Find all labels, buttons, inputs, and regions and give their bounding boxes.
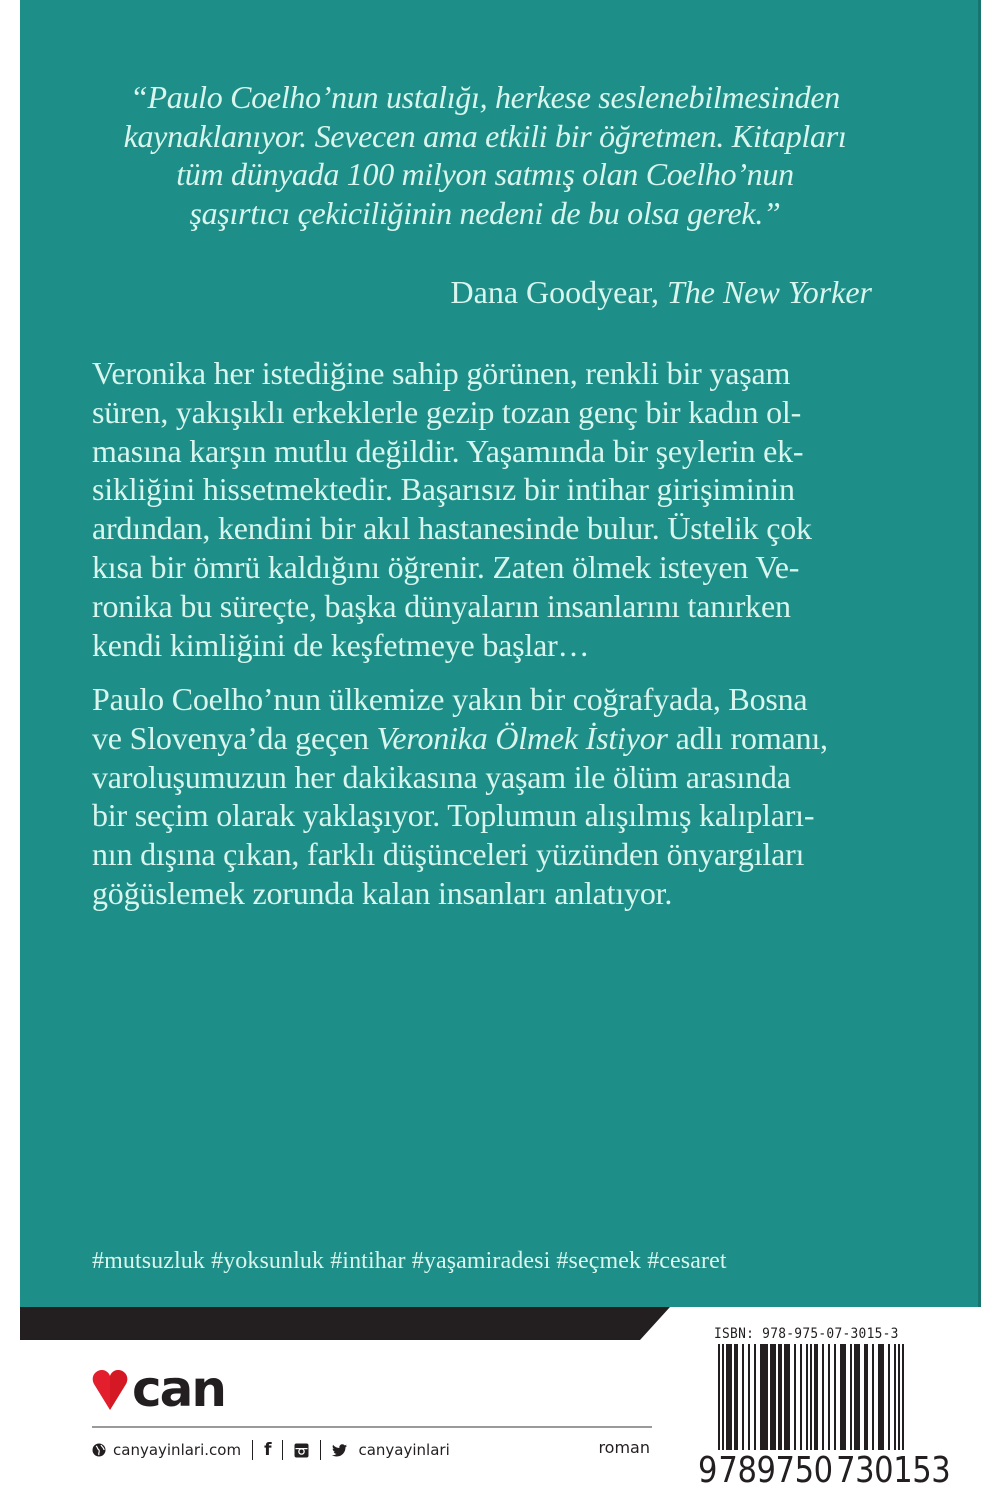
separator xyxy=(282,1440,283,1460)
quote-line: tüm dünyada 100 milyon satmış olan Coelho’nun xyxy=(176,156,794,192)
blurb-line: kendi kimliğini de keşfetmeye başlar… xyxy=(92,626,590,663)
separator xyxy=(320,1440,321,1460)
quote-attribution xyxy=(451,274,872,311)
can-publisher-logo xyxy=(92,1368,252,1412)
blurb-line: varoluşumuzun her dakikasına yaşam ile ölüm arasında xyxy=(92,758,791,795)
blurb-line: nın dışına çıkan, farklı düşünceleri yüzünden önyargıları xyxy=(92,836,805,873)
blurb-text: adlı romanı, xyxy=(667,719,828,756)
blurb-line: Veronika her istediğine sahip görünen, renkli bir yaşam xyxy=(92,355,791,391)
blurb-text: ve Slovenya’da geçen xyxy=(92,719,377,756)
blurb-paragraph-1 xyxy=(92,354,882,664)
globe-icon xyxy=(92,1443,106,1457)
blurb-line: sikliğini hissetmektedir. Başarısız bir intihar girişiminin xyxy=(92,471,795,508)
facebook-icon[interactable]: f xyxy=(264,1440,272,1460)
blurb-line: süren, yakışıklı erkeklerle gezip tozan genç bir kadın ol- xyxy=(92,393,802,430)
blurb-line: bir seçim olarak yaklaşıyor. Toplumun alışılmış kalıpları- xyxy=(92,797,815,834)
blurb-line: ardından, kendini bir akıl hastanesinde bulur. Üstelik çok xyxy=(92,510,812,547)
twitter-handle[interactable]: canyayinlari xyxy=(358,1441,450,1459)
book-title: Veronika Ölmek İstiyor xyxy=(376,719,668,756)
blurb-paragraph-2 xyxy=(92,680,882,913)
publisher-links xyxy=(92,1438,450,1462)
barcode-digits-right: 730153 xyxy=(836,1450,951,1491)
hashtags: #mutsuzluk #yoksunluk #intihar #yaşamiradesi #seçmek #cesaret xyxy=(92,1248,727,1274)
heart-icon xyxy=(92,1368,252,1412)
blurb-line: göğüslemek zorunda kalan insanları anlatıyor. xyxy=(92,874,673,911)
dark-slanted-band xyxy=(20,1307,670,1340)
quote-line: kaynaklanıyor. Sevecen ama etkili bir öğretmen. Kitapları xyxy=(123,117,847,154)
barcode-digits-left: 789750 xyxy=(718,1450,833,1491)
instagram-icon[interactable] xyxy=(294,1443,309,1458)
genre-label: roman xyxy=(598,1438,650,1457)
isbn-label: ISBN: 978-975-07-3015-3 xyxy=(714,1326,899,1342)
twitter-icon[interactable] xyxy=(332,1444,347,1457)
attribution-name: Dana Goodyear, xyxy=(450,274,667,310)
quote-line: “Paulo Coelho’nun ustalığı, herkese seslenebilmesinden xyxy=(130,79,840,115)
barcode-digits xyxy=(698,1450,952,1491)
cover-spine-edge xyxy=(978,0,981,1307)
blurb-line: ronika bu süreçte, başka dünyaların insanlarını tanırken xyxy=(92,587,791,624)
blurb-line: masına karşın mutlu değildir. Yaşamında bir şeylerin ek- xyxy=(92,432,804,469)
barcode-digit-first: 9 xyxy=(698,1450,718,1491)
website-link[interactable]: canyayinlari.com xyxy=(113,1441,242,1459)
blurb-line: kısa bir ömrü kaldığını öğrenir. Zaten ölmek isteyen Ve- xyxy=(92,548,800,585)
review-quote xyxy=(95,78,875,232)
blurb-line: Paulo Coelho’nun ülkemize yakın bir coğrafyada, Bosna xyxy=(92,681,808,717)
quote-line: şaşırtıcı çekiciliğinin nedeni de bu olsa gerek.” xyxy=(189,194,781,231)
attribution-source: The New Yorker xyxy=(666,274,872,310)
svg-text:can: can xyxy=(132,1368,225,1412)
separator xyxy=(252,1440,253,1460)
footer-divider xyxy=(92,1426,652,1428)
blurb-line xyxy=(92,719,882,758)
